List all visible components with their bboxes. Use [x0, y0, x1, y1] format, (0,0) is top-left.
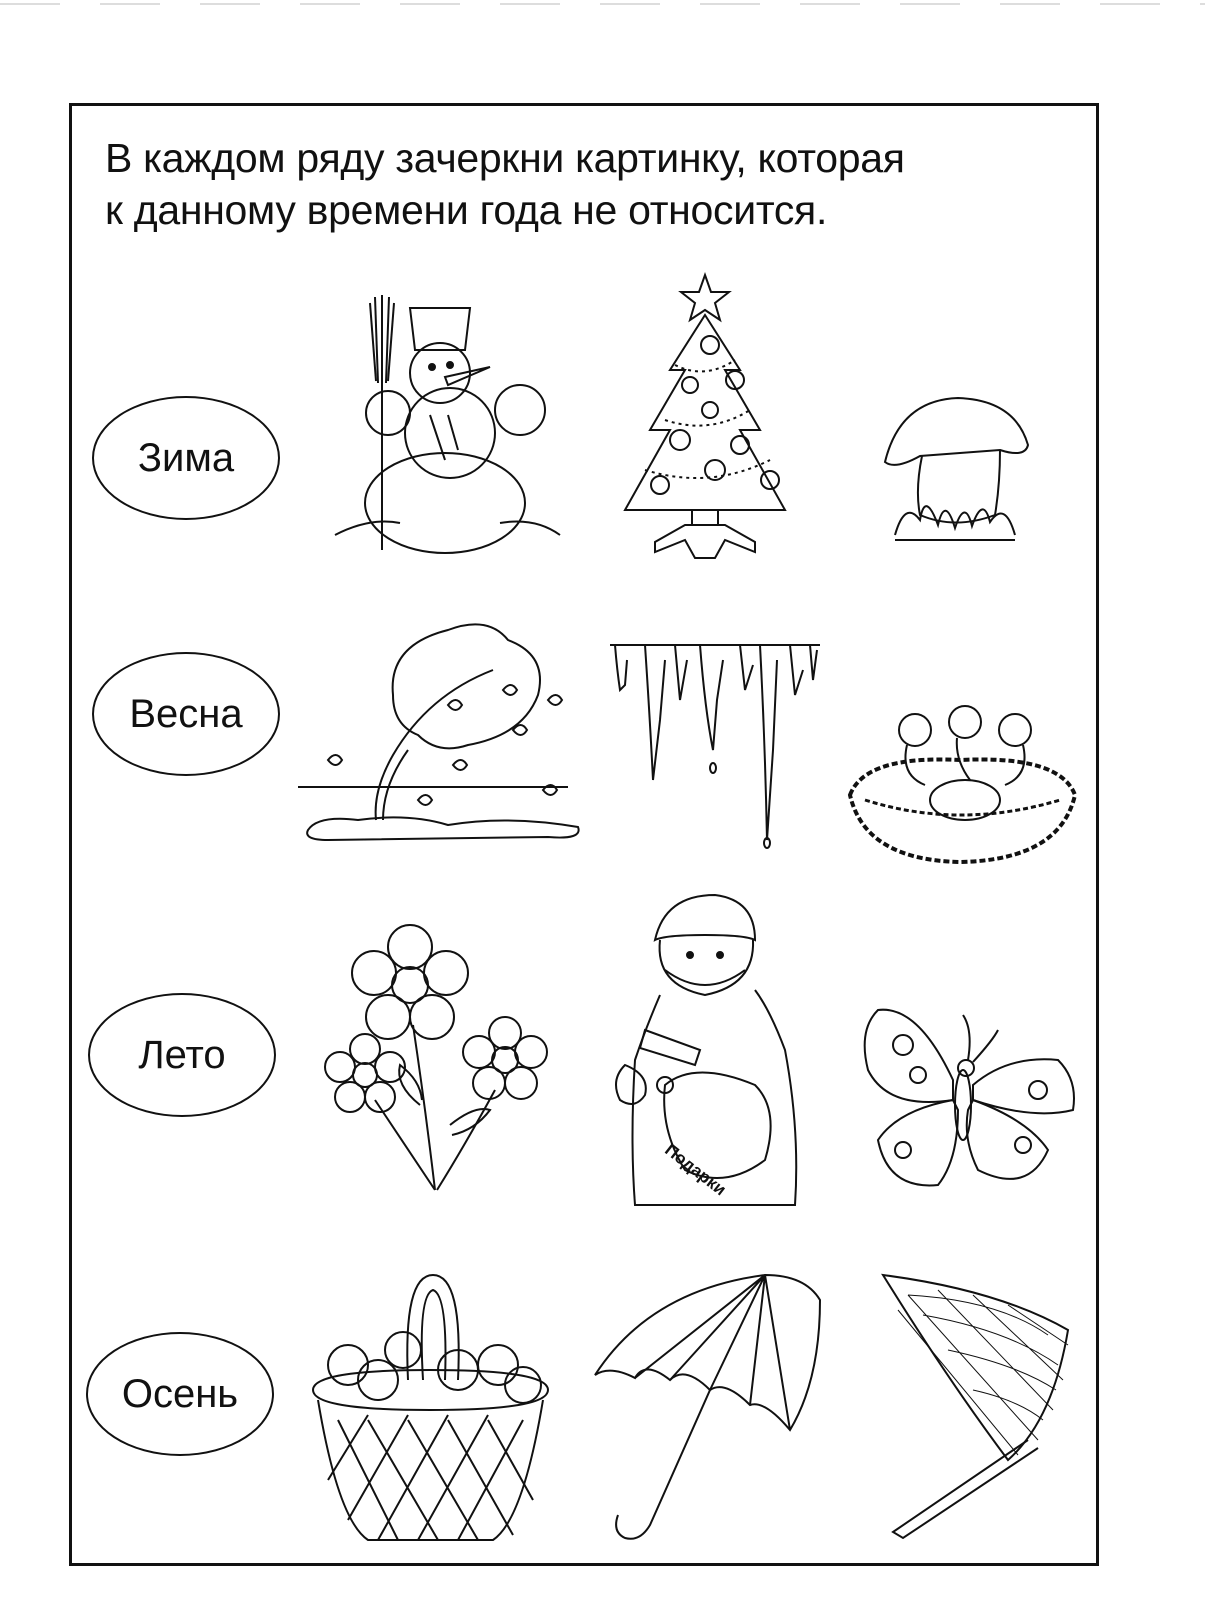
butterfly-net-icon[interactable] — [878, 1270, 1073, 1540]
fruit-basket-icon[interactable] — [308, 1270, 553, 1545]
umbrella-icon[interactable] — [590, 1270, 825, 1545]
mushroom-icon[interactable] — [880, 390, 1030, 550]
ded-moroz-icon[interactable] — [605, 890, 815, 1210]
bird-nest-icon[interactable] — [845, 700, 1080, 865]
icicles-icon[interactable] — [605, 640, 825, 850]
season-label-summer: Лето — [88, 993, 276, 1117]
instruction-line-1: В каждом ряду зачеркни картинку, которая — [105, 135, 905, 181]
season-label-autumn: Осень — [86, 1332, 274, 1456]
flowers-icon[interactable] — [325, 925, 550, 1195]
instruction-text — [105, 132, 1085, 236]
windy-tree-falling-leaves-icon[interactable] — [298, 615, 588, 845]
snowman-icon[interactable] — [330, 285, 560, 550]
gift-bag-label: Подарки — [661, 1140, 730, 1200]
butterfly-icon[interactable] — [858, 1000, 1078, 1200]
season-label-winter: Зима — [92, 396, 280, 520]
scan-edge-line — [0, 0, 1205, 10]
season-label-spring: Весна — [92, 652, 280, 776]
instruction-line-2: к данному времени года не относится. — [105, 187, 828, 233]
christmas-tree-icon[interactable] — [620, 270, 790, 560]
